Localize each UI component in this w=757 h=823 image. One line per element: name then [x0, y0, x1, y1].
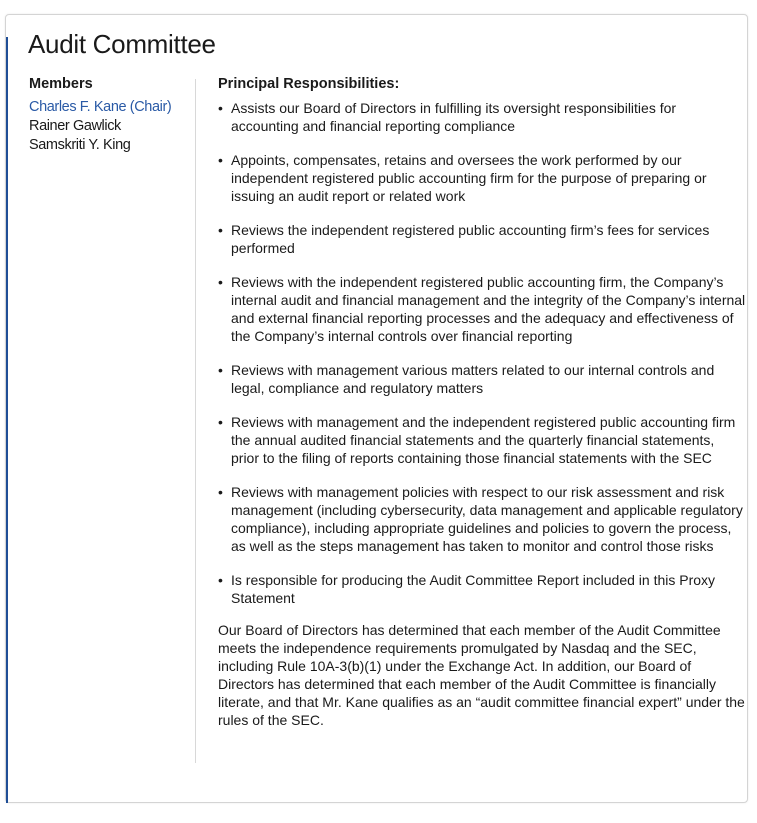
bullet-icon: •	[218, 222, 223, 238]
responsibilities-column	[218, 75, 746, 729]
bullet-icon: •	[218, 572, 223, 588]
independence-summary: Our Board of Directors has determined that each member of the Audit Committee meets the independence requirements promulgated by Nasdaq and the SEC, including Rule 10A-3(b)(1) under the Exchange Act. In addition, our Board of Directors has determined that each member of the Audit Committee is financially literate, and that Mr. Kane qualifies as an “audit committee financial expert” under the rules of the SEC.	[218, 622, 745, 728]
members-column	[29, 75, 199, 155]
list-item-text: Reviews the independent registered public accounting firm’s fees for services performed	[231, 222, 710, 256]
list-item-text: Is responsible for producing the Audit Committee Report included in this Proxy Statement	[231, 572, 716, 606]
committee-card	[5, 14, 748, 803]
accent-bar	[6, 37, 8, 803]
responsibilities-heading: Principal Responsibilities:	[218, 76, 400, 92]
list-item-text: Reviews with management and the independent registered public accounting firm the annual audited financial statements and the quarterly financial statements, prior to the filing of reports containing those financial statements with the SEC	[231, 414, 736, 466]
bullet-icon: •	[218, 484, 223, 500]
page-title: Audit Committee	[28, 29, 216, 59]
list-item-text: Reviews with the independent registered public accounting firm, the Company’s internal audit and financial management and the integrity of the Company’s internal and external financial reporting processes and the adequacy and effectiveness of the Company’s internal controls over financial reporting	[231, 274, 746, 344]
list-item	[218, 221, 746, 257]
list-item	[218, 273, 746, 345]
list-item	[218, 413, 746, 467]
member-chair[interactable]: Charles F. Kane (Chair)	[29, 99, 172, 115]
list-item	[218, 361, 746, 397]
list-item-text: Reviews with management policies with respect to our risk assessment and risk management (including cybersecurity, data management and applicable regulatory compliance), including appropriate guidelines and policies to govern the process, as well as the steps management has taken to monitor and control those risks	[231, 484, 743, 554]
bullet-icon: •	[218, 414, 223, 430]
bullet-icon: •	[218, 274, 223, 290]
list-item	[218, 151, 746, 205]
bullet-icon: •	[218, 362, 223, 378]
bullet-icon: •	[218, 100, 223, 116]
list-item	[218, 483, 746, 555]
responsibilities-list	[218, 99, 746, 607]
column-divider	[195, 79, 196, 763]
list-item-text: Reviews with management various matters related to our internal controls and legal, compliance and regulatory matters	[231, 362, 715, 396]
list-item	[218, 571, 746, 607]
member-item: Rainer Gawlick	[29, 118, 121, 134]
member-item: Samskriti Y. King	[29, 137, 131, 153]
bullet-icon: •	[218, 152, 223, 168]
members-heading: Members	[29, 76, 93, 92]
list-item-text: Appoints, compensates, retains and oversees the work performed by our independent registered public accounting firm for the purpose of preparing or issuing an audit report or related work	[231, 152, 707, 204]
list-item	[218, 99, 746, 135]
list-item-text: Assists our Board of Directors in fulfilling its oversight responsibilities for accounting and financial reporting compliance	[231, 100, 677, 134]
